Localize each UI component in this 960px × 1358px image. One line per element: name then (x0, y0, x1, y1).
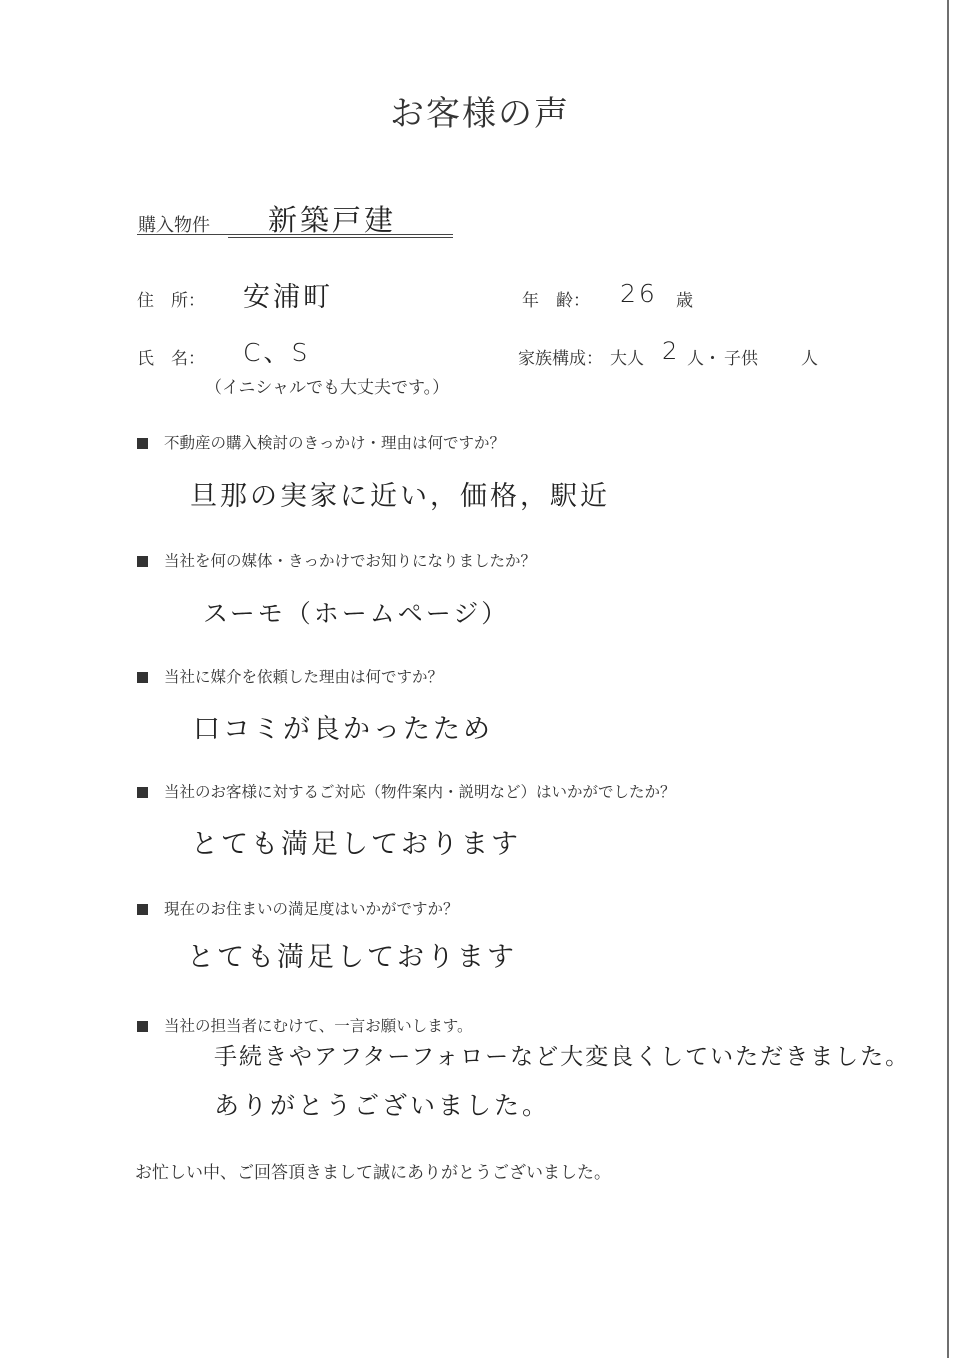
page-title: お客様の声 (390, 94, 570, 134)
question-2 (137, 549, 536, 571)
name-label: 氏 名： (137, 349, 205, 369)
address-label: 住 所： (137, 291, 205, 311)
family-children-unit: 人 (801, 349, 818, 369)
question-text: 当社のお客様に対するご対応（物件案内・説明など）はいかがでしたか？ (164, 783, 676, 801)
property-value: 新築戸建 (268, 203, 397, 237)
property-underline (137, 234, 453, 235)
name-value: C、S (243, 338, 311, 367)
square-bullet-icon (137, 904, 148, 915)
question-4 (137, 780, 676, 802)
question-text: 不動産の購入検討のきっかけ・理由は何ですか？ (164, 434, 506, 452)
name-note: （イニシャルでも大丈夫です。） (205, 378, 450, 398)
square-bullet-icon (137, 1021, 148, 1032)
question-text: 当社に媒介を依頼した理由は何ですか？ (164, 668, 444, 686)
question-text: 当社を何の媒体・きっかけでお知りになりましたか？ (164, 552, 537, 570)
square-bullet-icon (137, 672, 148, 683)
square-bullet-icon (137, 438, 148, 449)
answer-5: とても満足しております (187, 942, 517, 973)
family-children-label: 子供 (724, 349, 758, 369)
address-value: 安浦町 (243, 282, 333, 313)
question-6 (137, 1014, 472, 1036)
family-adults-unit: 人・ (687, 349, 721, 369)
family-adults-label: 大人 (610, 349, 644, 369)
answer-6-line-2: ありがとうございました。 (214, 1091, 551, 1120)
age-unit: 歳 (676, 291, 693, 311)
square-bullet-icon (137, 787, 148, 798)
question-5 (137, 897, 459, 919)
question-text: 当社の担当者にむけて、一言お願いします。 (164, 1017, 473, 1035)
family-label: 家族構成： (518, 349, 603, 369)
scan-edge-line (947, 0, 949, 1358)
family-adults-value: 2 (662, 337, 681, 365)
answer-1: 旦那の実家に近い，価格，駅近 (190, 481, 610, 512)
property-underline-2 (228, 237, 453, 238)
answer-3: 口コミが良かったため (193, 714, 493, 745)
age-label: 年 齢： (522, 291, 590, 311)
answer-6-line-1: 手続きやアフターフォローなど大変良くしていただきました。 (214, 1044, 911, 1070)
question-3 (137, 665, 443, 687)
property-label: 購入物件 (138, 215, 210, 236)
question-text: 現在のお住まいの満足度はいかがですか？ (164, 900, 459, 918)
closing-message: お忙しい中、ご回答頂きまして誠にありがとうございました。 (135, 1163, 611, 1183)
answer-4: とても満足しております (191, 829, 521, 860)
answer-2: スーモ（ホームページ） (203, 599, 510, 628)
age-value: 26 (620, 279, 658, 308)
square-bullet-icon (137, 556, 148, 567)
question-1 (137, 431, 505, 453)
